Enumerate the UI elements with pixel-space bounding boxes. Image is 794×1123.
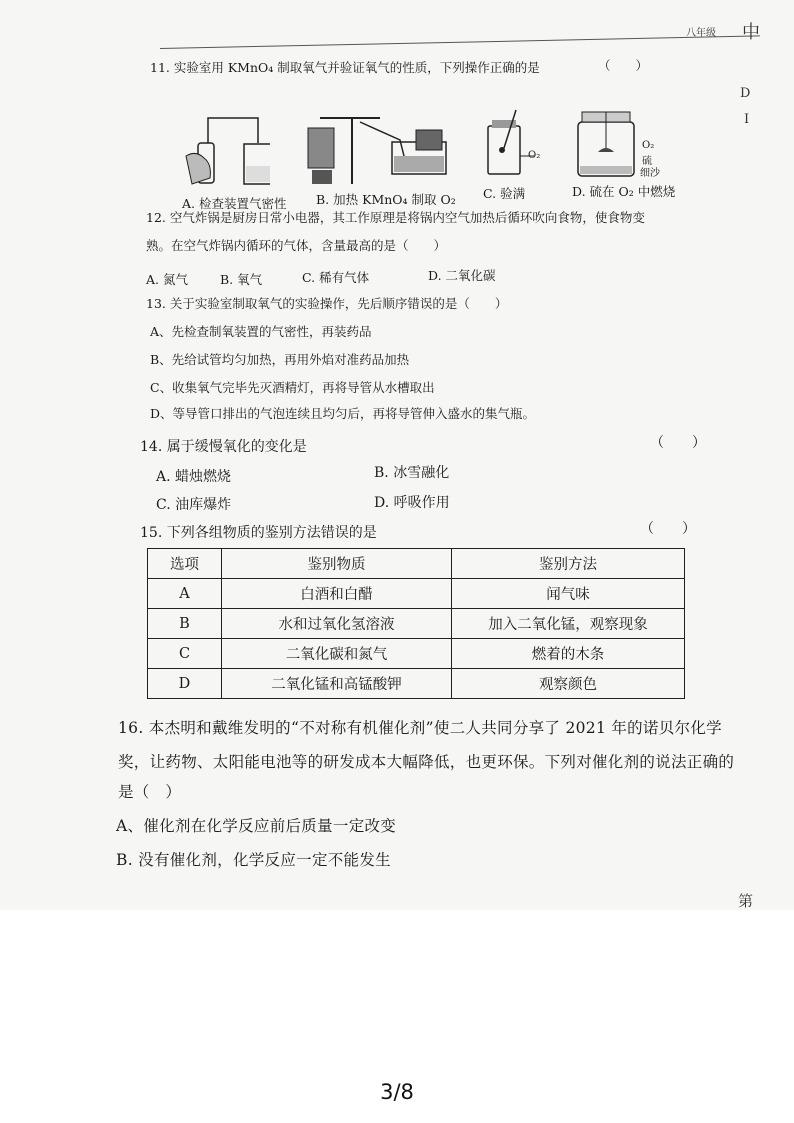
q11-option-d: D. 硫在 O₂ 中燃烧 (572, 184, 676, 199)
sulfur-label: 硫 (642, 156, 652, 167)
q16-line3: 是（ ） (118, 783, 182, 801)
heating-figure (300, 100, 450, 188)
airtightness-figure (180, 108, 270, 186)
q12-option-b: B. 氧气 (220, 272, 263, 287)
verify-full-figure (482, 108, 542, 180)
table-cell: 二氧化碳和氮气 (222, 639, 452, 669)
q14-option-b: B. 冰雪融化 (374, 465, 450, 481)
q14-option-c: C. 油库爆炸 (156, 497, 232, 513)
table-cell: 水和过氧化氢溶液 (222, 609, 452, 639)
q11-option-b: B. 加热 KMnO₄ 制取 O₂ (316, 192, 456, 207)
q13-option-a: A、先检查制氧装置的气密性，再装药品 (150, 324, 372, 339)
q13-option-b: B、先给试管均匀加热，再用外焰对准药品加热 (150, 352, 410, 367)
table-cell: 白酒和白醋 (222, 579, 452, 609)
table-cell: 二氧化锰和高锰酸钾 (222, 669, 452, 699)
q14-stem: 14. 属于缓慢氧化的变化是 (140, 439, 307, 455)
q12-option-a: A. 氮气 (146, 272, 188, 287)
q11-option-a: A. 检查装置气密性 (182, 196, 287, 211)
table-row (148, 669, 685, 699)
q11-option-c: C. 验满 (483, 186, 526, 201)
q15-stem: 15. 下列各组物质的鉴别方法错误的是 (140, 525, 377, 541)
q12-option-c: C. 稀有气体 (302, 270, 370, 285)
q15-table (147, 548, 685, 699)
table-cell: 燃着的木条 (452, 639, 685, 669)
table-cell: 观察颜色 (452, 669, 685, 699)
table-cell: D (148, 669, 222, 699)
margin-mark: 中 (742, 22, 760, 43)
edge-mark: 第 (738, 892, 754, 910)
table-row (148, 639, 685, 669)
o2-label: O₂ (642, 140, 655, 151)
table-cell: B (148, 609, 222, 639)
table-row (148, 579, 685, 609)
q13-stem: 13. 关于实验室制取氧气的实验操作，先后顺序错误的是（ ） (146, 296, 508, 311)
q12-line2: 熟。在空气炸锅内循环的气体，含量最高的是（ ） (146, 238, 447, 253)
q12-line1: 12. 空气炸锅是厨房日常小电器，其工作原理是将锅内空气加热后循环吹向食物，使食物变 (146, 210, 645, 225)
sand-label: 细沙 (640, 168, 660, 179)
table-cell: 闻气味 (452, 579, 685, 609)
page-number: 3/8 (380, 1080, 414, 1104)
q16-line1: 16. 本杰明和戴维发明的“不对称有机催化剂”使二人共同分享了 2021 年的诺贝尔化学 (118, 719, 722, 737)
table-cell: 加入二氧化锰，观察现象 (452, 609, 685, 639)
q11-stem: 11. 实验室用 KMnO₄ 制取氧气并验证氧气的性质，下列操作正确的是 (150, 60, 540, 75)
margin-mark: D (740, 86, 751, 101)
table-cell: A (148, 579, 222, 609)
sulfur-burning-figure (572, 108, 642, 180)
q14-option-a: A. 蜡烛燃烧 (156, 469, 232, 485)
table-header-row (148, 549, 685, 579)
q16-line2: 奖，让药物、太阳能电池等的研发成本大幅降低，也更环保。下列对催化剂的说法正确的 (118, 753, 735, 771)
q13-option-d: D、等导管口排出的气泡连续且均匀后，再将导管伸入盛水的集气瓶。 (150, 406, 536, 421)
table-header-cell: 鉴别物质 (222, 549, 452, 579)
q12-option-d: D. 二氧化碳 (428, 268, 496, 283)
table-header-cell: 选项 (148, 549, 222, 579)
q14-bracket: （ ） (650, 435, 706, 451)
q13-option-c: C、收集氧气完毕先灭酒精灯，再将导管从水槽取出 (150, 380, 435, 395)
q16-option-a: A、催化剂在化学反应前后质量一定改变 (116, 817, 397, 835)
q16-option-b: B. 没有催化剂，化学反应一定不能发生 (116, 851, 391, 869)
q11-bracket: （ ） (598, 58, 649, 73)
margin-mark: I (744, 112, 750, 127)
q14-option-d: D. 呼吸作用 (374, 495, 450, 511)
table-row (148, 609, 685, 639)
table-cell: C (148, 639, 222, 669)
o2-label: O₂ (528, 150, 541, 161)
corner-label: 八年级 (686, 28, 716, 39)
q15-bracket: （ ） (640, 521, 696, 537)
table-header-cell: 鉴别方法 (452, 549, 685, 579)
